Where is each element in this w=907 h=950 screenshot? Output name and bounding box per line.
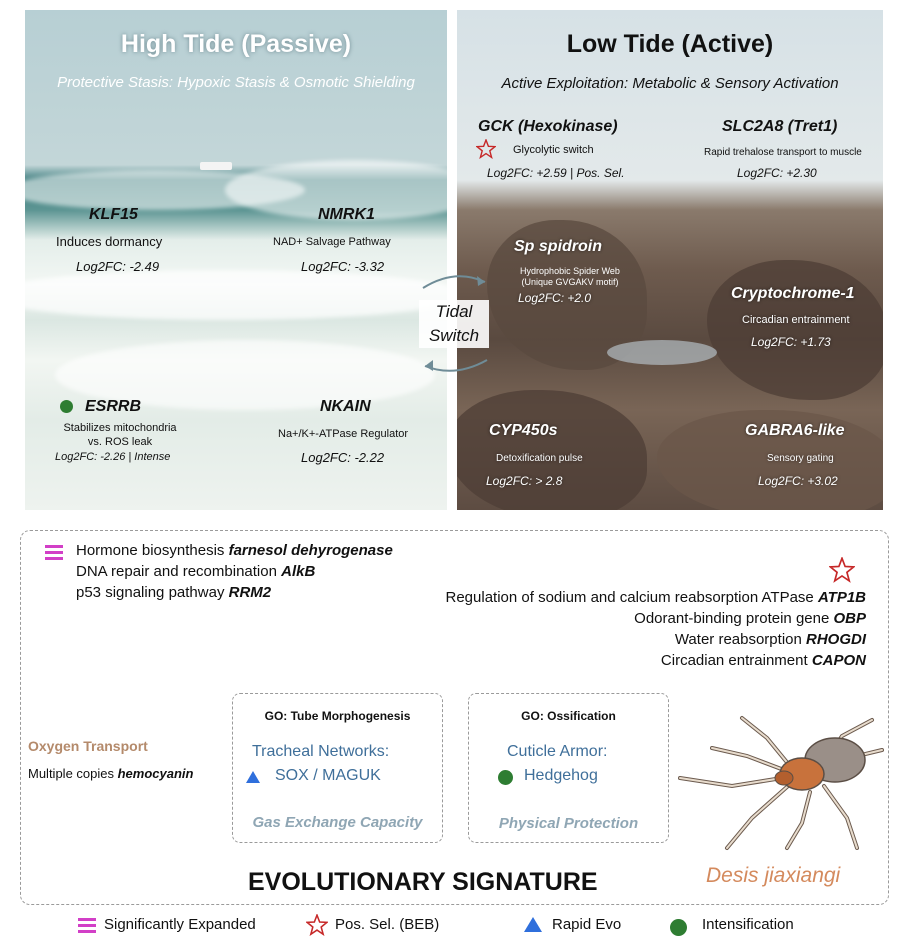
gene-klf15-name: KLF15 bbox=[89, 206, 138, 223]
pos-sel-text-1: Regulation of sodium and calcium reabsorption ATPase bbox=[445, 589, 818, 606]
go-box-2-title: GO: Ossification bbox=[521, 709, 616, 723]
spider-illustration bbox=[672, 708, 887, 858]
expanded-line-2 bbox=[76, 563, 315, 580]
expanded-line-1 bbox=[76, 542, 393, 559]
expanded-gene-2: AlkB bbox=[281, 563, 316, 580]
boat-shape bbox=[200, 162, 232, 170]
gene-gck-desc: Glycolytic switch bbox=[513, 144, 594, 156]
legend-possel-label: Pos. Sel. (BEB) bbox=[335, 916, 440, 933]
gene-esrrb-desc-1: Stabilizes mitochondria bbox=[63, 422, 177, 434]
gene-nkain-fc: Log2FC: -2.22 bbox=[301, 450, 385, 465]
legend-rapidevo-label: Rapid Evo bbox=[552, 916, 622, 933]
gene-nmrk1-fc: Log2FC: -3.32 bbox=[301, 259, 385, 274]
high-tide-subtitle: Protective Stasis: Hypoxic Stasis & Osmotic Shielding bbox=[57, 74, 415, 91]
legend-triangle-icon bbox=[524, 917, 542, 932]
oxygen-gene: hemocyanin bbox=[117, 766, 194, 781]
expanded-bars-icon bbox=[45, 545, 63, 563]
pos-sel-gene-3: RHOGDI bbox=[806, 631, 866, 648]
expanded-text-3: p53 signaling pathway bbox=[76, 584, 229, 601]
gene-nkain-name: NKAIN bbox=[320, 398, 371, 415]
pos-sel-line-1 bbox=[446, 589, 867, 606]
gene-nmrk1-desc: NAD+ Salvage Pathway bbox=[273, 236, 391, 248]
gene-gabra6-name: GABRA6-like bbox=[745, 422, 845, 439]
gene-esrrb-fc: Log2FC: -2.26 | Intense bbox=[55, 451, 171, 463]
gene-cyp450-desc: Detoxification pulse bbox=[496, 453, 583, 464]
gene-cry1-name: Cryptochrome-1 bbox=[731, 285, 855, 302]
high-tide-title: High Tide (Passive) bbox=[120, 30, 352, 58]
gene-klf15-fc: Log2FC: -2.49 bbox=[76, 259, 160, 274]
gene-spidroin-fc: Log2FC: +2.0 bbox=[518, 291, 592, 305]
gene-klf15-desc: Induces dormancy bbox=[56, 234, 163, 249]
oxygen-text: Multiple copies bbox=[28, 766, 118, 781]
pos-sel-text-3: Water reabsorption bbox=[674, 631, 806, 648]
pos-sel-gene-2: OBP bbox=[833, 610, 866, 627]
intensification-marker-icon bbox=[60, 400, 73, 413]
go-box-2-line1: Cuticle Armor: bbox=[507, 743, 608, 760]
go-box-2-line2: Hedgehog bbox=[524, 767, 598, 784]
gene-gabra6-desc: Sensory gating bbox=[767, 453, 834, 464]
pos-sel-text-2: Odorant-binding protein gene bbox=[634, 610, 834, 627]
expanded-text-2: DNA repair and recombination bbox=[76, 563, 282, 580]
pos-sel-star-icon bbox=[829, 557, 855, 583]
gene-esrrb-desc-2: vs. ROS leak bbox=[87, 436, 153, 448]
pos-sel-gene-4: CAPON bbox=[811, 652, 866, 669]
gene-gck-fc: Log2FC: +2.59 | Pos. Sel. bbox=[487, 166, 625, 180]
pos-sel-star-icon bbox=[476, 139, 496, 159]
expanded-gene-1: farnesol dehyrogenase bbox=[228, 542, 393, 559]
gene-cyp450-fc: Log2FC: > 2.8 bbox=[486, 474, 563, 488]
legend-expanded-icon bbox=[78, 918, 96, 936]
expanded-text-1: Hormone biosynthesis bbox=[76, 542, 229, 559]
low-tide-title: Low Tide (Active) bbox=[566, 30, 774, 58]
signature-title: EVOLUTIONARY SIGNATURE bbox=[248, 868, 598, 896]
gene-gabra6-fc: Log2FC: +3.02 bbox=[758, 474, 838, 488]
legend-circle-icon bbox=[670, 919, 687, 936]
tidal-switch-line2: Switch bbox=[428, 326, 480, 345]
go-box-1-line1: Tracheal Networks: bbox=[252, 743, 390, 760]
expanded-gene-3: RRM2 bbox=[228, 584, 272, 601]
pos-sel-line-4 bbox=[661, 652, 866, 669]
tidal-switch-label bbox=[419, 300, 489, 348]
expanded-line-3 bbox=[76, 584, 271, 601]
go-box-1-line2: SOX / MAGUK bbox=[275, 767, 381, 784]
gene-cyp450-name: CYP450s bbox=[489, 422, 558, 439]
gene-slc2a8-fc: Log2FC: +2.30 bbox=[737, 166, 817, 180]
pos-sel-line-2 bbox=[634, 610, 866, 627]
low-tide-subtitle: Active Exploitation: Metabolic & Sensory Activation bbox=[501, 75, 839, 92]
oxygen-transport-title: Oxygen Transport bbox=[28, 738, 148, 754]
gene-spidroin-name: Sp spidroin bbox=[514, 238, 602, 255]
gene-nkain-desc: Na+/K+-ATPase Regulator bbox=[278, 428, 409, 440]
pos-sel-gene-1: ATP1B bbox=[817, 589, 866, 606]
pos-sel-text-4: Circadian entrainment bbox=[660, 652, 812, 669]
gene-spidroin-desc-1: Hydrophobic Spider Web bbox=[520, 266, 620, 276]
gene-cry1-desc: Circadian entrainment bbox=[742, 314, 850, 326]
oxygen-transport-line bbox=[28, 766, 193, 781]
legend-intensification-label: Intensification bbox=[702, 916, 794, 933]
gene-cry1-fc: Log2FC: +1.73 bbox=[751, 335, 831, 349]
gene-gck-name: GCK (Hexokinase) bbox=[478, 118, 618, 135]
tidal-switch-line1: Tidal bbox=[435, 302, 473, 321]
legend-expanded-label: Significantly Expanded bbox=[104, 916, 256, 933]
gene-nmrk1-name: NMRK1 bbox=[318, 206, 375, 223]
gene-esrrb-name: ESRRB bbox=[85, 398, 142, 415]
intensification-circle-icon bbox=[498, 770, 513, 785]
pos-sel-line-3 bbox=[675, 631, 866, 648]
gene-spidroin-desc-2: (Unique GVGAKV motif) bbox=[521, 277, 619, 287]
legend-star-icon bbox=[306, 914, 328, 936]
go-box-2-footer: Physical Protection bbox=[498, 815, 639, 832]
go-box-1-title: GO: Tube Morphogenesis bbox=[264, 709, 411, 723]
go-box-1-footer: Gas Exchange Capacity bbox=[252, 814, 423, 831]
gene-slc2a8-desc: Rapid trehalose transport to muscle bbox=[704, 147, 862, 158]
species-name: Desis jiaxiangi bbox=[706, 864, 841, 887]
gene-slc2a8-name: SLC2A8 (Tret1) bbox=[722, 118, 838, 135]
rapid-evo-triangle-icon bbox=[246, 771, 260, 783]
